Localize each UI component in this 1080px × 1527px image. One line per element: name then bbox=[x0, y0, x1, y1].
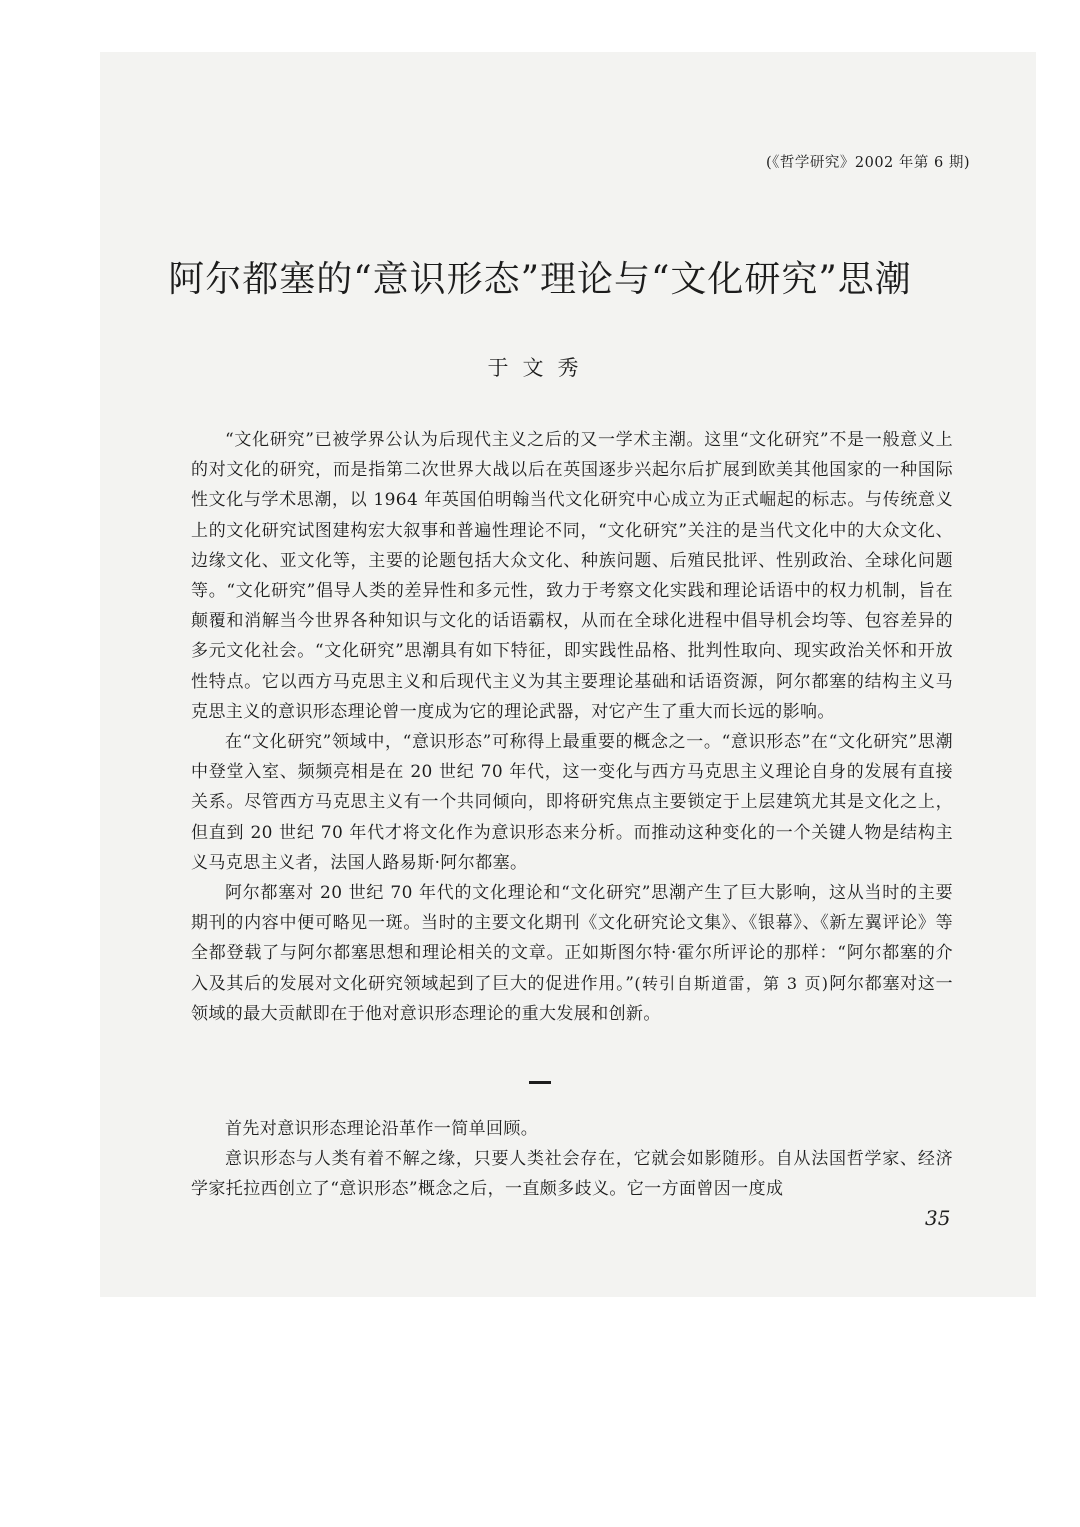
section-1-paragraph-2: 意识形态与人类有着不解之缘，只要人类社会存在，它就会如影随形。自从法国哲学家、经济学家托拉西创立了“意识形态”概念之后，一直颇多歧义。它一方面曾因一度成 bbox=[191, 1149, 953, 1200]
section-one-body bbox=[191, 1114, 953, 1205]
section-number-one bbox=[529, 1081, 551, 1084]
paragraph-3 bbox=[191, 878, 953, 1029]
page-number: 35 bbox=[925, 1206, 951, 1230]
journal-source: (《哲学研究》2002 年第 6 期) bbox=[765, 155, 970, 171]
paragraph-3-text: 阿尔都塞对 20 世纪 70 年代的文化理论和“文化研究”思潮产生了巨大影响，这从当时的主要期刊的内容中便可略见一斑。当时的主要文化期刊《文化研究论文集》、《银幕》、《新左翼评论》等全都登载了与阿尔都塞思想和理论相关的文章。正如斯图尔特·霍尔所评论的那样：“阿尔都塞的介入及其后的发展对文化研究领域起到了巨大的促进作用。” bbox=[191, 883, 953, 994]
article-title: 阿尔都塞的“意识形态”理论与“文化研究”思潮 bbox=[168, 259, 912, 300]
paragraph-2: 在“文化研究”领域中，“意识形态”可称得上最重要的概念之一。“意识形态”在“文化研究”思潮中登堂入室、频频亮相是在 20 世纪 70 年代，这一变化与西方马克思主义理论自身的发展有直接关系。尽管西方马克思主义有一个共同倾向，即将研究焦点主要锁定于上层建筑尤其是文化之上，但直到 20 世纪 70 年代才将文化作为意识形态来分析。而推动这种变化的一个关键人物是结构主义马克思主义者，法国人路易斯·阿尔都塞。 bbox=[191, 732, 953, 873]
section-1-paragraph-1: 首先对意识形态理论沿革作一简单回顾。 bbox=[225, 1119, 539, 1139]
citation: (转引自斯道雷，第 3 页) bbox=[634, 973, 829, 993]
paragraph-3-text-end: 阿尔都塞对这一领域的最大贡献即在于他对意识形态理论的重大发展和创新。 bbox=[191, 973, 953, 1024]
section-heading bbox=[0, 1072, 1080, 1091]
intro-body bbox=[191, 425, 953, 1029]
article-author: 于文秀 bbox=[487, 356, 593, 380]
paragraph-1: “文化研究”已被学界公认为后现代主义之后的又一学术主潮。这里“文化研究”不是一般意义上的对文化的研究，而是指第二次世界大战以后在英国逐步兴起尔后扩展到欧美其他国家的一种国际性文化与学术思潮，以 1964 年英国伯明翰当代文化研究中心成立为正式崛起的标志。与传统意义上的文化研究试图建构宏大叙事和普遍性理论不同，“文化研究”关注的是当代文化中的大众文化、边缘文化、亚文化等，主要的论题包括大众文化、种族问题、后殖民批评、性别政治、全球化问题等。“文化研究”倡导人类的差异性和多元性，致力于考察文化实践和理论话语中的权力机制，旨在颠覆和消解当今世界各种知识与文化的话语霸权，从而在全球化进程中倡导机会均等、包容差异的多元文化社会。“文化研究”思潮具有如下特征，即实践性品格、批判性取向、现实政治关怀和开放性特点。它以西方马克思主义和后现代主义为其主要理论基础和话语资源，阿尔都塞的结构主义马克思主义的意识形态理论曾一度成为它的理论武器，对它产生了重大而长远的影响。 bbox=[191, 430, 953, 722]
